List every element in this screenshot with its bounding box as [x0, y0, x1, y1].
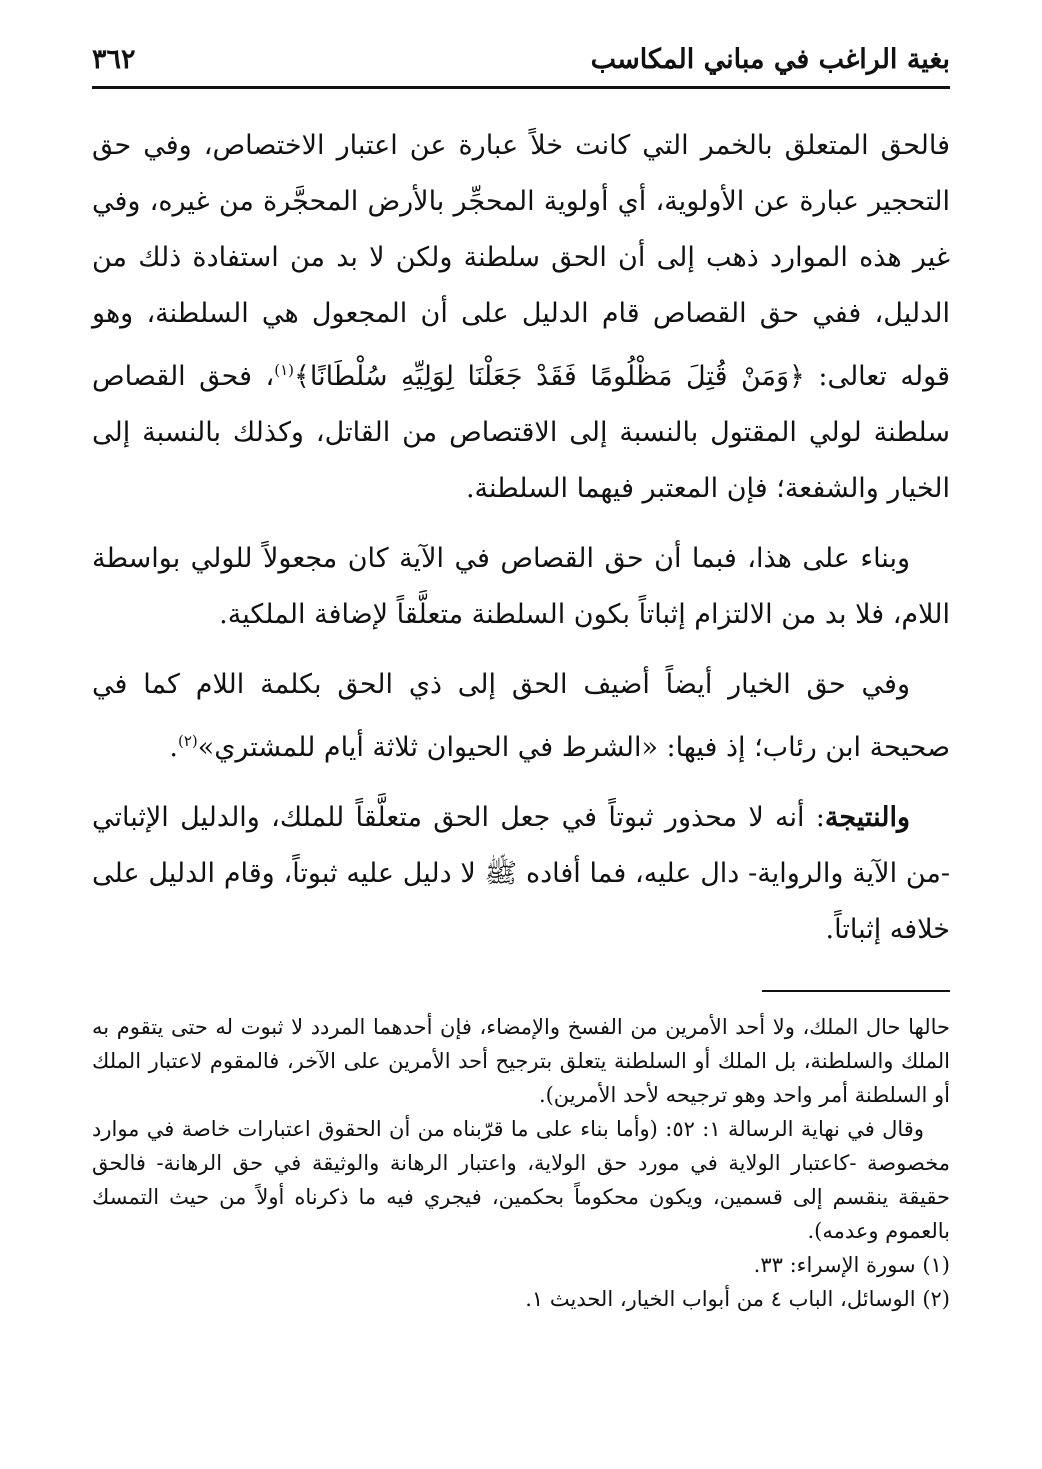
paragraph-3: [92, 657, 950, 776]
main-text: [92, 118, 950, 972]
footnote-ref-1: (١): [274, 361, 295, 379]
paragraph-4-text: : أنه لا محذور ثبوتاً في جعل الحق متعلَّقاً للملك، والدليل الإثباتي -من الآية والرواية- دال عليه، فما أفاده ﷺ لا دليل عليه ثبوتاً، وقام الدليل على خلافه إثباتاً.: [92, 802, 950, 945]
footnotes: [92, 1010, 950, 1316]
paragraph-1-text: فالحق المتعلق بالخمر التي كانت خلاً عبارة عن اعتبار الاختصاص، وفي حق التحجير عبارة عن الأولوية، أي أولوية المحجِّر بالأرض المحجَّرة من غيره، وفي غير هذه الموارد ذهب إلى أن الحق سلطنة ولكن لا بد من استفادة ذلك من الدليل، ففي حق القصاص قام الدليل على أن المجعول هي السلطنة، وهو قوله تعالى: ﴿وَمَنْ قُتِلَ مَظْلُومًا فَقَدْ جَعَلْنَا لِوَلِيِّهِ سُلْطَانًا﴾: [92, 130, 950, 392]
footnote-separator: [762, 990, 950, 992]
paragraph-3-end: .: [169, 732, 178, 763]
paragraph-1-end: ، فحق القصاص سلطنة لولي المقتول بالنسبة إلى الاقتصاص من القاتل، وكذلك بالنسبة إلى الخيار والشفعة؛ فإن المعتبر فيهما السلطنة.: [92, 361, 950, 504]
conclusion-label: والنتيجة: [824, 802, 910, 833]
header-rule: [92, 86, 950, 89]
paragraph-4: [92, 790, 950, 958]
running-header-title: بغية الراغب في مباني المكاسب: [590, 44, 950, 75]
paragraph-1: [92, 118, 950, 517]
page-number: ٣٦٢: [92, 44, 136, 75]
paragraph-2: وبناء على هذا، فبما أن حق القصاص في الآية كان مجعولاً للولي بواسطة اللام، فلا بد من الالتزام إثباتاً بكون السلطنة متعلَّقاً لإضافة الملكية.: [92, 543, 950, 630]
paragraph-3-text: وفي حق الخيار أيضاً أضيف الحق إلى ذي الحق بكلمة اللام كما في صحيحة ابن رئاب؛ إذ فيها: «الشرط في الحيوان ثلاثة أيام للمشتري»: [92, 669, 950, 763]
footnote-1: (١) سورة الإسراء: ٣٣.: [753, 1253, 950, 1277]
footnote-ref-2: (٢): [177, 732, 198, 750]
footnote-2: (٢) الوسائل، الباب ٤ من أبواب الخيار، الحديث ١.: [525, 1287, 950, 1311]
footnote-continuation-2: وقال في نهاية الرسالة ١: ٥٢: (وأما بناء على ما قرّبناه من أن الحقوق اعتبارات خاصة في موارد مخصوصة -كاعتبار الولاية في مورد حق الولاية، واعتبار الرهانة والوثيقة في حق الرهانة- فالحق حقيقة ينقسم إلى قسمين، ويكون محكوماً بحكمين، فيجري فيه ما ذكرناه أولاً من حيث التمسك بالعموم وعدمه).: [92, 1117, 950, 1243]
footnote-continuation-1: حالها حال الملك، ولا أحد الأمرين من الفسخ والإمضاء، فإن أحدهما المردد لا ثبوت له حتى يتقوم به الملك والسلطنة، بل الملك أو السلطنة يتعلق بترجيح أحد الأمرين على الآخر، فالمقوم لاعتبار الملك أو السلطنة أمر واحد وهو ترجيحه لأحد الأمرين).: [92, 1015, 950, 1107]
